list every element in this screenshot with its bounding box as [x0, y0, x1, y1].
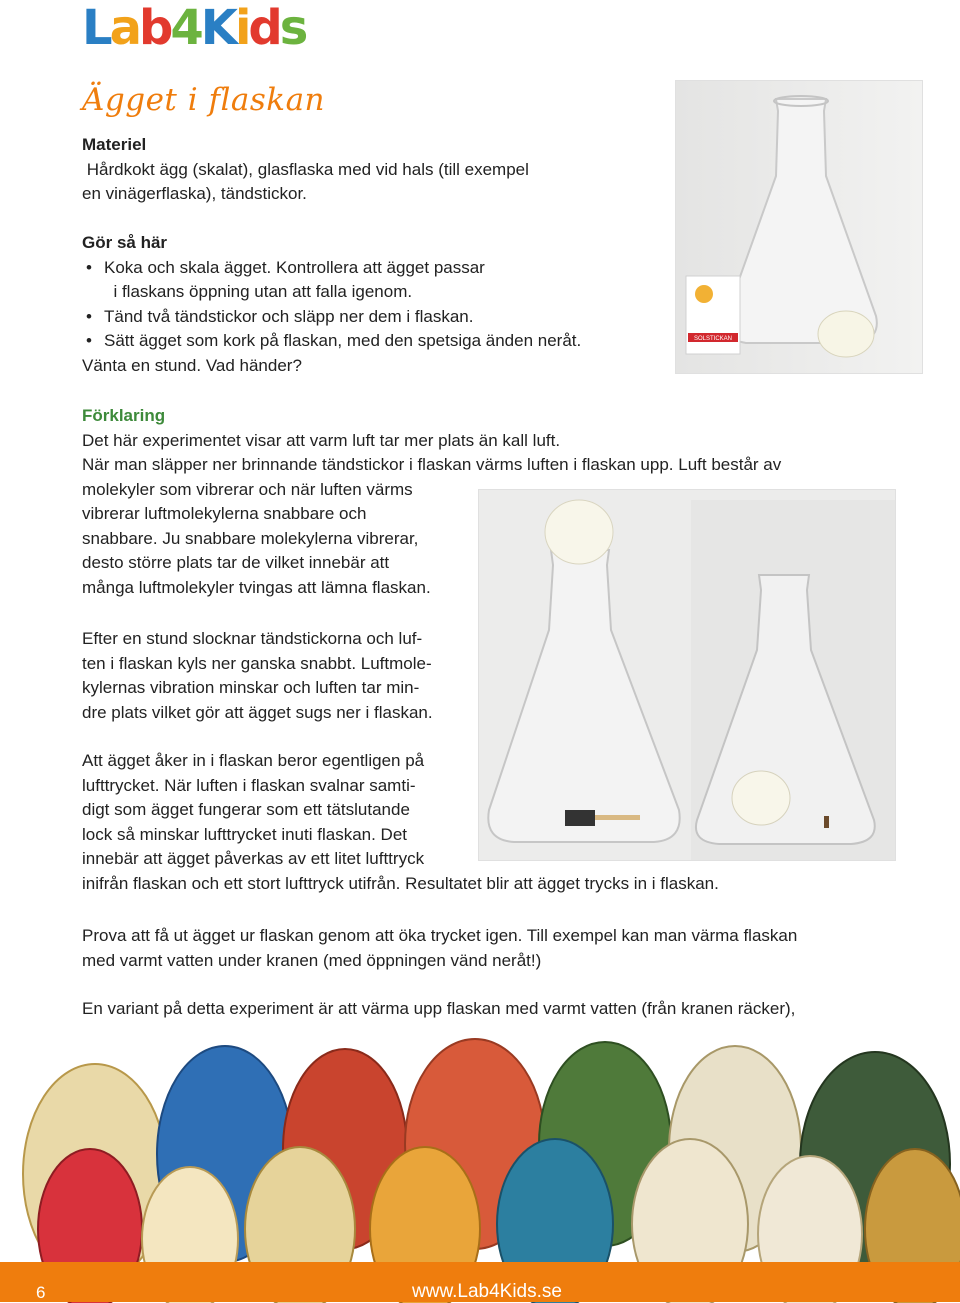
- explanation-line: desto större plats tar de vilket innebär att: [82, 553, 390, 572]
- paragraph-line: En variant på detta experiment är att värma upp flaskan med varmt vatten (från kranen räcker),: [82, 999, 796, 1018]
- explanation-line: vibrerar luftmolekylerna snabbare och: [82, 504, 367, 523]
- materiel-heading: Materiel: [82, 135, 147, 154]
- paragraph-line: med varmt vatten under kranen (med öppningen vänd neråt!): [82, 950, 542, 970]
- materiel-section: [82, 133, 602, 207]
- page-title: Ägget i flaskan: [82, 82, 326, 118]
- paragraph-line: lock så minskar lufttrycket inuti flaskan. Det: [82, 824, 408, 844]
- flask-illustration: [676, 81, 922, 373]
- paragraph-try: [82, 924, 942, 973]
- paragraph-line: lufttrycket. När luften i flaskan svalnar samti-: [82, 775, 416, 795]
- instructions-heading: Gör så här: [82, 233, 168, 252]
- explanation-heading: Förklaring: [82, 406, 166, 425]
- explanation-line: snabbare. Ju snabbare molekylerna vibrerar,: [82, 528, 419, 548]
- paragraph-line: innebär att ägget påverkas av ett litet lufttryck: [82, 849, 425, 868]
- paragraph-line: Prova att få ut ägget ur flaskan genom att öka trycket igen. Till exempel kan man värma flaskan: [82, 926, 798, 945]
- decorated-eggs-image: [0, 1024, 960, 1262]
- paragraph-pressure: [82, 749, 882, 896]
- instruction-item: • Sätt ägget som kork på flaskan, med den spetsiga änden neråt.: [82, 329, 662, 354]
- explanation-line: När man släpper ner brinnande tändstickor i flaskan värms luften i flaskan upp. Luft består av: [82, 455, 782, 474]
- instructions-section: [82, 231, 662, 378]
- paragraph-line: kylernas vibration minskar och luften tar min-: [82, 678, 420, 697]
- paragraph-cooling: [82, 627, 482, 725]
- lab4kids-logo: [82, 0, 306, 56]
- explanation-line: många luftmolekyler tvingas att lämna flaskan.: [82, 577, 431, 597]
- page-number: 6: [36, 1283, 46, 1302]
- eggs-illustration: [0, 1024, 960, 1262]
- paragraph-line: digt som ägget fungerar som ett tätslutande: [82, 800, 410, 819]
- matchbox-label: SOLSTICKAN: [693, 336, 733, 342]
- paragraph-line: ten i flaskan kyls ner ganska snabbt. Luftmole-: [82, 653, 432, 673]
- svg-text:Lab4Kids: Lab4Kids: [82, 0, 306, 56]
- materiel-line-1: Hårdkokt ägg (skalat), glasflaska med vid hals (till exempel: [82, 159, 529, 179]
- explanation-line: molekyler som vibrerar och när luften värms: [82, 479, 413, 499]
- paragraph-line: dre plats vilket gör att ägget sugs ner i flaskan.: [82, 702, 433, 722]
- flask-egg-photo: [675, 80, 923, 374]
- paragraph-line: Att ägget åker in i flaskan beror egentligen på: [82, 751, 425, 770]
- explanation-line: Det här experimentet visar att varm luft tar mer plats än kall luft.: [82, 430, 561, 450]
- materiel-line-2: en vinägerflaska), tändstickor.: [82, 184, 307, 203]
- instruction-continuation: i flaskans öppning utan att falla igenom.: [104, 282, 413, 301]
- footer-url[interactable]: www.Lab4Kids.se: [412, 1281, 562, 1302]
- paragraph-line: Efter en stund slocknar tändstickorna och luf-: [82, 629, 423, 648]
- logo-graphic: [82, 0, 306, 56]
- instruction-item: • Koka och skala ägget. Kontrollera att ägget passar: [82, 256, 662, 281]
- instruction-wait: Vänta en stund. Vad händer?: [82, 355, 302, 375]
- paragraph-variant: [82, 997, 942, 1022]
- paragraph-line: inifrån flaskan och ett stort lufttryck utifrån. Resultatet blir att ägget trycks in i flaskan.: [82, 873, 719, 893]
- instruction-item: • Tänd två tändstickor och släpp ner dem i flaskan.: [82, 305, 662, 330]
